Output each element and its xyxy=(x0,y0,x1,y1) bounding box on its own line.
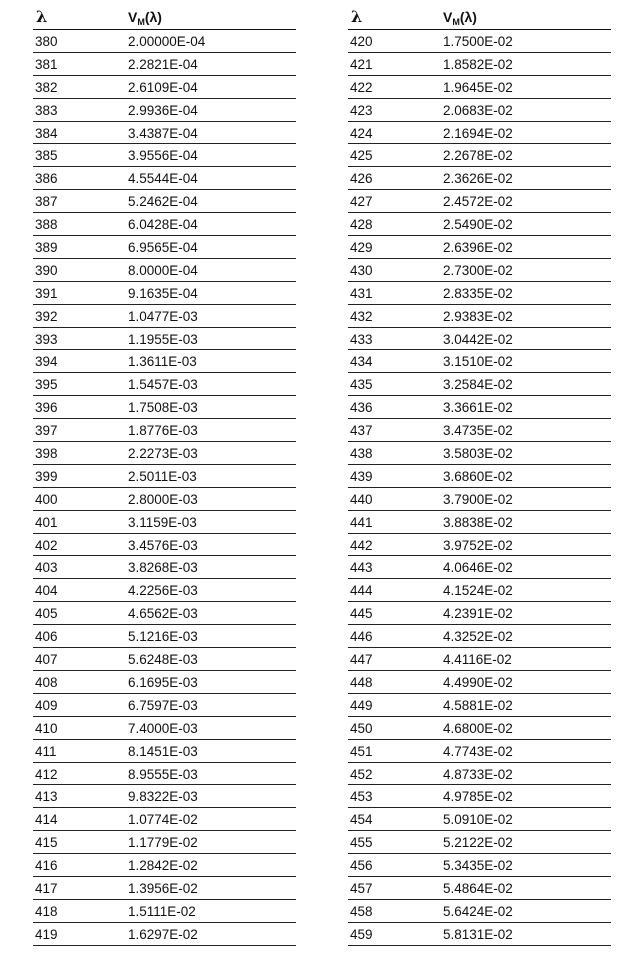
table-row xyxy=(348,76,611,99)
wavelength-cell: 399 xyxy=(35,468,58,484)
vm-value-cell: 3.4735E-02 xyxy=(443,423,513,439)
vm-value-cell: 5.4864E-02 xyxy=(443,880,513,896)
right-table-header xyxy=(348,6,611,30)
wavelength-cell: 429 xyxy=(350,240,373,256)
vm-value-cell: 4.5881E-02 xyxy=(443,697,513,713)
vm-value-cell: 3.3661E-02 xyxy=(443,400,513,416)
table-row xyxy=(348,625,611,648)
wavelength-cell: 405 xyxy=(35,606,58,622)
vm-value-cell: 5.1216E-03 xyxy=(128,629,198,645)
wavelength-cell: 390 xyxy=(35,262,58,278)
table-row xyxy=(348,99,611,122)
wavelength-cell: 400 xyxy=(35,491,58,507)
vm-value-cell: 2.0683E-02 xyxy=(443,102,513,118)
table-row xyxy=(348,534,611,557)
wavelength-cell: 437 xyxy=(350,423,373,439)
right-table-rows xyxy=(348,30,611,946)
vm-value-cell: 3.8838E-02 xyxy=(443,514,513,530)
wavelength-cell: 391 xyxy=(35,285,58,301)
table-row xyxy=(348,900,611,923)
vm-value-cell: 1.7500E-02 xyxy=(443,34,513,49)
wavelength-cell: 396 xyxy=(35,400,58,416)
wavelength-cell: 394 xyxy=(35,354,58,370)
table-row xyxy=(33,167,296,190)
vm-value-cell: 2.9936E-04 xyxy=(128,102,198,118)
wavelength-cell: 446 xyxy=(350,629,373,645)
table-row xyxy=(348,419,611,442)
wavelength-cell: 420 xyxy=(350,34,373,49)
table-row xyxy=(348,282,611,305)
vm-value-cell: 3.8268E-03 xyxy=(128,560,198,576)
wavelength-cell: 427 xyxy=(350,194,373,210)
wavelength-cell: 438 xyxy=(350,446,373,462)
vm-value-cell: 4.2391E-02 xyxy=(443,606,513,622)
wavelength-cell: 417 xyxy=(35,880,58,896)
wavelength-cell: 444 xyxy=(350,583,373,599)
table-row xyxy=(348,144,611,167)
wavelength-cell: 388 xyxy=(35,217,58,233)
vm-header-subscript: M xyxy=(452,17,460,27)
table-row xyxy=(33,923,296,946)
table-row xyxy=(33,396,296,419)
table-row xyxy=(33,99,296,122)
table-row xyxy=(348,259,611,282)
wavelength-cell: 415 xyxy=(35,835,58,851)
table-row xyxy=(348,511,611,534)
vm-value-cell: 2.8335E-02 xyxy=(443,285,513,301)
wavelength-cell: 381 xyxy=(35,56,58,72)
wavelength-cell: 409 xyxy=(35,697,58,713)
vm-value-cell: 1.8776E-03 xyxy=(128,423,198,439)
vm-value-cell: 3.1159E-03 xyxy=(128,514,197,530)
wavelength-cell: 425 xyxy=(350,148,373,164)
right-table xyxy=(348,6,611,946)
wavelength-cell: 449 xyxy=(350,697,373,713)
wavelength-cell: 387 xyxy=(35,194,58,210)
vm-value-cell: 5.2462E-04 xyxy=(128,194,198,210)
wavelength-cell: 410 xyxy=(35,720,58,736)
vm-value-cell: 4.7743E-02 xyxy=(443,743,513,759)
vm-header-letter: V xyxy=(128,9,138,25)
wavelength-cell: 380 xyxy=(35,34,58,49)
wavelength-cell: 411 xyxy=(35,743,57,759)
vm-value-cell: 3.9556E-04 xyxy=(128,148,198,164)
vm-value-cell: 4.4990E-02 xyxy=(443,674,513,690)
wavelength-cell: 421 xyxy=(350,56,373,72)
vm-value-cell: 5.8131E-02 xyxy=(443,926,513,942)
table-row xyxy=(33,53,296,76)
vm-value-cell: 8.1451E-03 xyxy=(128,743,198,759)
wavelength-cell: 458 xyxy=(350,903,373,919)
wavelength-cell: 423 xyxy=(350,102,373,118)
table-row xyxy=(33,648,296,671)
table-row xyxy=(33,328,296,351)
table-row xyxy=(33,122,296,145)
left-table-header xyxy=(33,6,296,30)
table-row xyxy=(33,511,296,534)
wavelength-cell: 413 xyxy=(35,789,58,805)
vm-value-cell: 9.1635E-04 xyxy=(128,285,198,301)
vm-header-arg: (λ) xyxy=(144,9,162,25)
table-row xyxy=(348,373,611,396)
vm-value-cell: 1.0477E-03 xyxy=(128,308,198,324)
table-row xyxy=(33,213,296,236)
vm-value-cell: 3.7900E-02 xyxy=(443,491,513,507)
vm-value-cell: 2.6396E-02 xyxy=(443,240,513,256)
vm-value-cell: 1.8582E-02 xyxy=(443,56,513,72)
wavelength-cell: 454 xyxy=(350,812,373,828)
wavelength-cell: 408 xyxy=(35,674,58,690)
table-row xyxy=(33,350,296,373)
vm-value-cell: 4.6800E-02 xyxy=(443,720,513,736)
wavelength-cell: 455 xyxy=(350,835,373,851)
vm-value-cell: 1.5457E-03 xyxy=(128,377,198,393)
table-row xyxy=(33,694,296,717)
vm-value-cell: 8.9555E-03 xyxy=(128,766,198,782)
wavelength-cell: 397 xyxy=(35,423,58,439)
table-row xyxy=(348,53,611,76)
wavelength-cell: 440 xyxy=(350,491,373,507)
table-row xyxy=(33,579,296,602)
vm-header-letter: V xyxy=(443,9,453,25)
vm-value-cell: 2.3626E-02 xyxy=(443,171,513,187)
table-row xyxy=(33,305,296,328)
wavelength-cell: 392 xyxy=(35,308,58,324)
vm-lambda-header xyxy=(128,6,162,30)
table-row xyxy=(348,556,611,579)
vm-value-cell: 6.0428E-04 xyxy=(128,217,198,233)
table-row xyxy=(348,488,611,511)
table-row xyxy=(348,167,611,190)
wavelength-cell: 452 xyxy=(350,766,373,782)
vm-value-cell: 2.6109E-04 xyxy=(128,79,198,95)
wavelength-cell: 441 xyxy=(350,514,373,530)
lambda-header: λ xyxy=(351,7,363,26)
vm-value-cell: 4.8733E-02 xyxy=(443,766,513,782)
wavelength-cell: 453 xyxy=(350,789,373,805)
table-row xyxy=(33,854,296,877)
vm-value-cell: 4.5544E-04 xyxy=(128,171,198,187)
vm-value-cell: 2.5011E-03 xyxy=(128,468,197,484)
vm-value-cell: 3.4387E-04 xyxy=(128,125,198,141)
table-row xyxy=(348,465,611,488)
vm-value-cell: 2.5490E-02 xyxy=(443,217,513,233)
table-row xyxy=(348,923,611,946)
wavelength-cell: 430 xyxy=(350,262,373,278)
table-row xyxy=(33,488,296,511)
table-row xyxy=(33,625,296,648)
table-row xyxy=(348,213,611,236)
table-row xyxy=(348,694,611,717)
wavelength-cell: 385 xyxy=(35,148,58,164)
vm-value-cell: 3.1510E-02 xyxy=(443,354,513,370)
left-table-rows xyxy=(33,30,296,946)
table-row xyxy=(348,579,611,602)
vm-value-cell: 9.8322E-03 xyxy=(128,789,198,805)
vm-value-cell: 1.9645E-02 xyxy=(443,79,513,95)
wavelength-cell: 422 xyxy=(350,79,373,95)
table-row xyxy=(33,373,296,396)
wavelength-cell: 414 xyxy=(35,812,58,828)
vm-value-cell: 2.00000E-04 xyxy=(128,34,206,49)
table-row xyxy=(33,282,296,305)
table-row xyxy=(348,854,611,877)
vm-value-cell: 4.4116E-02 xyxy=(443,652,512,668)
table-row xyxy=(348,236,611,259)
vm-value-cell: 2.2678E-02 xyxy=(443,148,513,164)
vm-value-cell: 4.6562E-03 xyxy=(128,606,198,622)
vm-value-cell: 1.1779E-02 xyxy=(128,835,198,851)
wavelength-cell: 404 xyxy=(35,583,58,599)
vm-value-cell: 3.2584E-02 xyxy=(443,377,513,393)
vm-value-cell: 4.9785E-02 xyxy=(443,789,513,805)
table-row xyxy=(33,671,296,694)
table-row xyxy=(348,740,611,763)
vm-value-cell: 1.2842E-02 xyxy=(128,858,198,874)
vm-value-cell: 7.4000E-03 xyxy=(128,720,198,736)
vm-value-cell: 3.4576E-03 xyxy=(128,537,198,553)
wavelength-cell: 447 xyxy=(350,652,373,668)
table-row xyxy=(348,648,611,671)
table-row xyxy=(348,442,611,465)
table-row xyxy=(33,236,296,259)
wavelength-cell: 459 xyxy=(350,926,373,942)
table-row xyxy=(348,122,611,145)
table-row xyxy=(348,717,611,740)
vm-value-cell: 5.6424E-02 xyxy=(443,903,513,919)
wavelength-cell: 445 xyxy=(350,606,373,622)
table-row xyxy=(33,763,296,786)
vm-lambda-header xyxy=(443,6,477,30)
wavelength-cell: 389 xyxy=(35,240,58,256)
table-row xyxy=(33,808,296,831)
table-row xyxy=(33,717,296,740)
wavelength-cell: 419 xyxy=(35,926,58,942)
vm-value-cell: 3.6860E-02 xyxy=(443,468,513,484)
table-row xyxy=(33,465,296,488)
table-row xyxy=(33,831,296,854)
table-row xyxy=(348,30,611,53)
vm-value-cell: 6.7597E-03 xyxy=(128,697,198,713)
table-row xyxy=(348,190,611,213)
wavelength-cell: 402 xyxy=(35,537,58,553)
lambda-header: λ xyxy=(36,7,48,26)
vm-value-cell: 5.2122E-02 xyxy=(443,835,513,851)
table-row xyxy=(348,877,611,900)
table-row xyxy=(348,602,611,625)
table-row xyxy=(33,534,296,557)
vm-value-cell: 5.3435E-02 xyxy=(443,858,513,874)
wavelength-cell: 386 xyxy=(35,171,58,187)
table-row xyxy=(33,556,296,579)
vm-value-cell: 1.7508E-03 xyxy=(128,400,198,416)
wavelength-cell: 436 xyxy=(350,400,373,416)
table-row xyxy=(33,785,296,808)
table-row xyxy=(33,76,296,99)
wavelength-cell: 456 xyxy=(350,858,373,874)
table-row xyxy=(33,602,296,625)
table-row xyxy=(33,419,296,442)
wavelength-cell: 395 xyxy=(35,377,58,393)
table-row xyxy=(33,877,296,900)
table-row xyxy=(33,190,296,213)
vm-value-cell: 4.3252E-02 xyxy=(443,629,513,645)
wavelength-cell: 426 xyxy=(350,171,373,187)
vm-header-subscript: M xyxy=(137,17,145,27)
vm-value-cell: 1.3611E-03 xyxy=(128,354,197,370)
wavelength-cell: 412 xyxy=(35,766,58,782)
table-row xyxy=(33,900,296,923)
table-row xyxy=(348,305,611,328)
wavelength-cell: 406 xyxy=(35,629,58,645)
vm-value-cell: 4.1524E-02 xyxy=(443,583,513,599)
wavelength-cell: 431 xyxy=(350,285,373,301)
vm-value-cell: 2.1694E-02 xyxy=(443,125,513,141)
wavelength-cell: 416 xyxy=(35,858,58,874)
left-table xyxy=(33,6,296,946)
wavelength-cell: 433 xyxy=(350,331,373,347)
vm-header-arg: (λ) xyxy=(459,9,477,25)
table-row xyxy=(348,763,611,786)
vm-value-cell: 1.6297E-02 xyxy=(128,926,198,942)
table-row xyxy=(33,30,296,53)
table-row xyxy=(33,144,296,167)
wavelength-cell: 418 xyxy=(35,903,58,919)
wavelength-cell: 398 xyxy=(35,446,58,462)
wavelength-cell: 439 xyxy=(350,468,373,484)
vm-value-cell: 8.0000E-04 xyxy=(128,262,198,278)
wavelength-cell: 407 xyxy=(35,652,58,668)
vm-value-cell: 5.6248E-03 xyxy=(128,652,198,668)
vm-value-cell: 1.5111E-02 xyxy=(128,903,196,919)
table-row xyxy=(348,785,611,808)
wavelength-cell: 384 xyxy=(35,125,58,141)
wavelength-cell: 382 xyxy=(35,79,58,95)
wavelength-cell: 448 xyxy=(350,674,373,690)
vm-value-cell: 1.1955E-03 xyxy=(128,331,198,347)
vm-value-cell: 3.9752E-02 xyxy=(443,537,513,553)
vm-value-cell: 3.0442E-02 xyxy=(443,331,513,347)
vm-value-cell: 2.9383E-02 xyxy=(443,308,513,324)
vm-value-cell: 2.2821E-04 xyxy=(128,56,198,72)
vm-value-cell: 3.5803E-02 xyxy=(443,446,513,462)
vm-value-cell: 4.2256E-03 xyxy=(128,583,198,599)
vm-value-cell: 4.0646E-02 xyxy=(443,560,513,576)
table-row xyxy=(33,442,296,465)
table-row xyxy=(348,396,611,419)
table-row xyxy=(348,831,611,854)
wavelength-cell: 383 xyxy=(35,102,58,118)
wavelength-cell: 435 xyxy=(350,377,373,393)
vm-value-cell: 2.8000E-03 xyxy=(128,491,198,507)
wavelength-cell: 451 xyxy=(350,743,373,759)
table-row xyxy=(348,671,611,694)
vm-value-cell: 2.7300E-02 xyxy=(443,262,513,278)
wavelength-cell: 443 xyxy=(350,560,373,576)
wavelength-cell: 450 xyxy=(350,720,373,736)
wavelength-cell: 403 xyxy=(35,560,58,576)
vm-value-cell: 1.3956E-02 xyxy=(128,880,198,896)
wavelength-cell: 428 xyxy=(350,217,373,233)
vm-value-cell: 2.2273E-03 xyxy=(128,446,198,462)
wavelength-cell: 424 xyxy=(350,125,373,141)
wavelength-cell: 457 xyxy=(350,880,373,896)
table-row xyxy=(33,740,296,763)
wavelength-cell: 434 xyxy=(350,354,373,370)
vm-value-cell: 5.0910E-02 xyxy=(443,812,513,828)
wavelength-cell: 401 xyxy=(35,514,58,530)
wavelength-cell: 442 xyxy=(350,537,373,553)
wavelength-cell: 393 xyxy=(35,331,58,347)
table-row xyxy=(348,808,611,831)
table-row xyxy=(348,350,611,373)
table-row xyxy=(33,259,296,282)
wavelength-cell: 432 xyxy=(350,308,373,324)
vm-value-cell: 1.0774E-02 xyxy=(128,812,198,828)
table-row xyxy=(348,328,611,351)
vm-value-cell: 2.4572E-02 xyxy=(443,194,513,210)
vm-value-cell: 6.9565E-04 xyxy=(128,240,198,256)
vm-value-cell: 6.1695E-03 xyxy=(128,674,198,690)
